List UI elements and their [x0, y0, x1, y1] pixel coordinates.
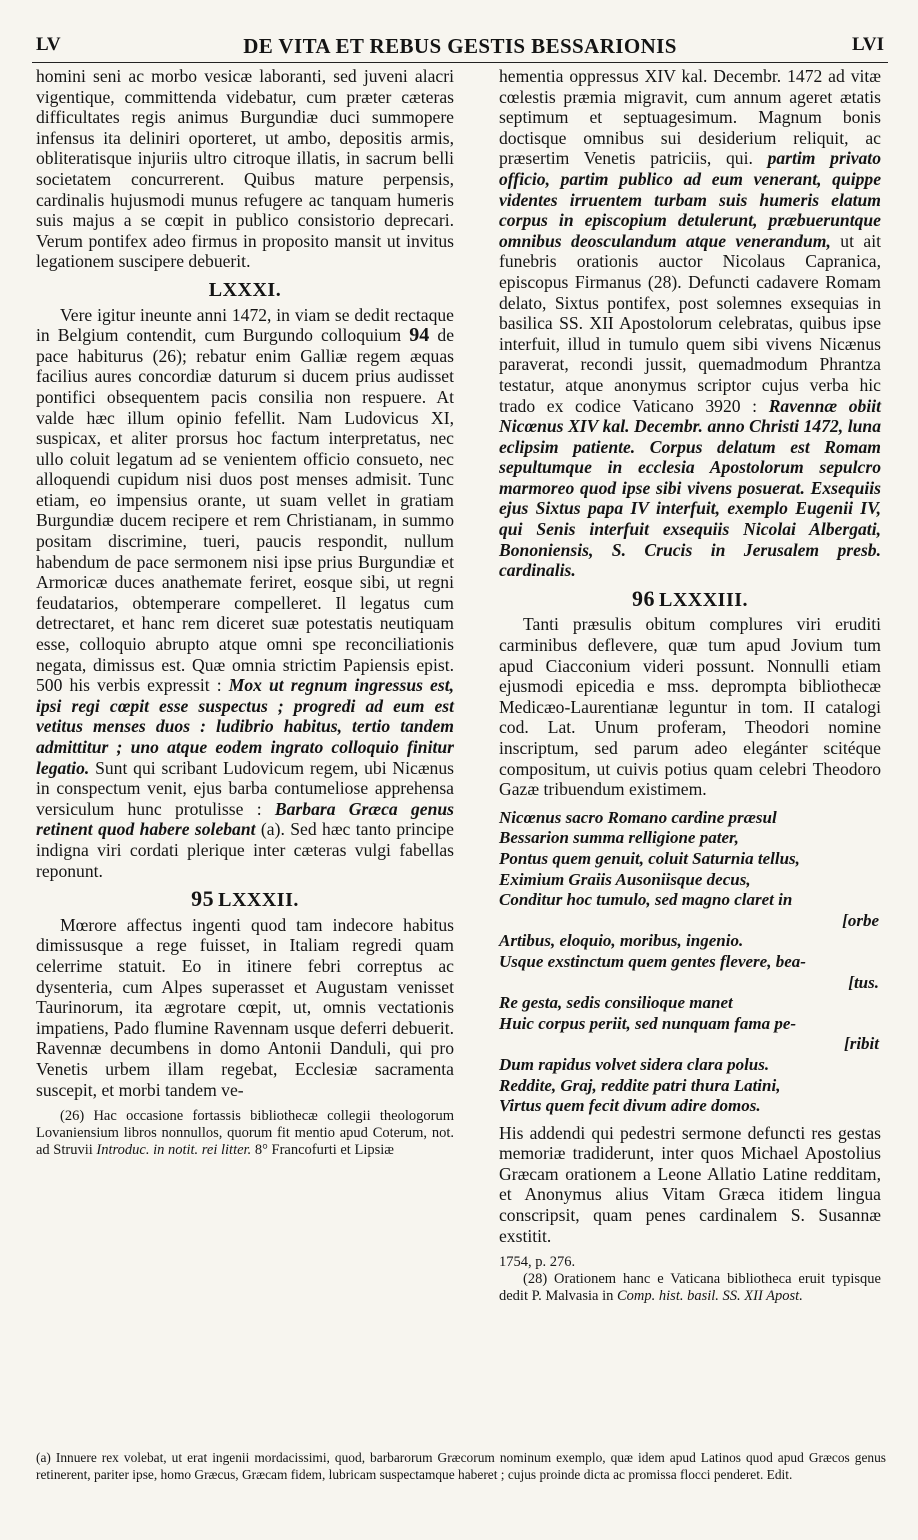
verse-line: Eximium Graiis Ausoniisque decus, — [499, 869, 751, 889]
running-header — [32, 32, 888, 63]
verse-line-continuation: [orbe — [842, 910, 879, 930]
quotation-codex: Ravennæ obiit Nicœnus XIV kal. Decembr. anno Christi 1472, luna eclipsim patiente. Corpus delatum est Romam sepultumque in ecclesia Apostolorum sepulcro marmoreo quod ipse sibi vivens posuerat. Exsequiis ejus Sixtus papa IV interfuit, exemplo Eugenii IV, qui Senis interfuit exsequiis Nicolai Albergati, Bononiensis, S. Crucis in Jerusalem presb. cardinalis. — [499, 395, 881, 581]
left-column — [36, 66, 454, 1159]
verse-line: Nicœnus sacro Romano cardine præsul — [499, 807, 777, 827]
page-number-right: LVI — [851, 34, 884, 55]
page-number-left: LV — [36, 34, 61, 55]
paragraph-82-continued: hementia oppressus XIV kal. Decembr. 1472 ad vitæ cœlestis præmia migravit, cum annum ageret ætatis septimum et septuagesimum. Magnum bonis doctisque omnibus sui desiderium reliquit, ac præsertim Venetis patriciis, qui. partim privato officio, partim publico ad eum venerant, quippe videntes irruentem turbam suis humeris elatum corpus in episcopium detulerunt, præbueruntque omnibus deosculandum atque venerandum, ut ait funebris orationis auctor Nicolaus Capranica, episcopus Firmanus (28). Defuncti cadavere Romam delato, Sixtus pontifex, post solemnes exsequias in basilica SS. XII Apostolorum celebratas, quibus ipse interfuit, illud in tumulo quem sibi vivens Nicænus paraverat, recondi jussit, quemadmodum Phrantza testatur, atque anonymus scriptor cujus verba hic trado ex codice Vaticano 3920 : Ravennæ obiit Nicœnus XIV kal. Decembr. anno Christi 1472, luna eclipsim patiente. Corpus delatum est Romam sepultumque in ecclesia Apostolorum sepulcro marmoreo quod ipse sibi vivens posuerat. Exsequiis ejus Sixtus papa IV interfuit, exemplo Eugenii IV, qui Senis interfuit exsequiis Nicolai Albergati, Bononiensis, S. Crucis in Jerusalem presb. cardinalis. — [499, 66, 881, 581]
footnote-a: (a) Innuere rex volebat, ut erat ingenii mordacissimi, quod, barbarorum Græcorum nominum exemplo, quæ idem apud Latinos quod apud Græcos genus retinerent, pariter ipse, homo Græcus, Græcam fidem, lubricam suspectamque haberet ; cujus proinde dicta ac promissa flocci penderet. Edit. — [36, 1450, 886, 1482]
footnote-28: (28) Orationem hanc e Vaticana bibliotheca eruit typisque dedit P. Malvasia in Comp. hist. basil. SS. XII Apost. — [499, 1271, 881, 1305]
verse-line: Re gesta, sedis consilioque manet — [499, 993, 733, 1013]
quotation: partim privato officio, partim publico ad eum venerant, quippe videntes irruentem turbam suis humeris elatum corpus in episcopium detulerunt, præbueruntque omnibus deosculandum atque venerandum, — [499, 148, 881, 251]
epitaph-verse — [499, 808, 881, 1117]
margin-number-94: 94 — [409, 324, 430, 347]
verse-line: Reddite, Graj, reddite patri thura Latini, — [499, 1075, 781, 1095]
verse-line: Huic corpus periit, sed nunquam fama pe- — [499, 1013, 797, 1033]
verse-line: Conditur hoc tumulo, sed magno claret in — [499, 890, 793, 910]
verse-line: Virtus quem fecit divum adire domos. — [499, 1096, 761, 1116]
footnotes-right — [499, 1254, 881, 1305]
right-column — [499, 66, 881, 1305]
section-heading-82: 95 LXXXII. — [191, 886, 299, 912]
margin-number-95: 95 — [191, 886, 215, 912]
section-heading-83: 96 LXXXIII. — [631, 585, 749, 611]
quotation: Mox ut regnum ingressus est, ipsi regi cœpit esse suspectus ; progredi ad eum est vetitus menses duos : ludibrio habitus, tertio tandem admittitur ; uno atque eodem ingrato colloquio finitur legatio. — [36, 675, 454, 778]
paragraph-83-continued: His addendi qui pedestri sermone defuncti res gestas memoriæ tradiderunt, inter quos Michael Apostolius Græcam orationem a Leone Allatio Latine redditam, et Anonymus alius Vitam Græca itidem lingua conscripsit, quam penes cardinalem S. Susannæ exstitit. — [499, 1122, 881, 1246]
verse-line: Usque exstinctum quem gentes flevere, bea- — [499, 951, 806, 971]
verse-line: Bessarion summa relligione pater, — [499, 828, 739, 848]
margin-number-96: 96 — [631, 585, 655, 611]
section-heading-81: LXXXI. — [208, 278, 282, 301]
verse-line-continuation: [ribit — [844, 1034, 879, 1054]
paragraph-83: Tanti præsulis obitum complures viri eruditi carminibus deflevere, quæ tum apud Jovium tum apud Ciacconium videri possunt. Nonnulli etiam ejusmodi epicedia e mss. deprompta bibliothecæ Medicæo-Laurentianæ leguntur in tom. II catalogi cod. Lat. Unum proferam, Theodori nomine inscriptum, sed parum adeo elegánter scitéque compositum, ut cuivis potius quam celebri Theodoro Gazæ tribuendum existimem. — [499, 614, 881, 800]
footnote-26-continued: 1754, p. 276. — [499, 1254, 576, 1271]
footnote-26: (26) Hac occasione fortassis bibliothecæ collegii theologorum Lovaniensium libros nonnullos, quorum fit mentio apud Coterum, not. ad Struvii Introduc. in notit. rei litter. 8° Francofurti et Lipsiæ — [36, 1108, 454, 1159]
paragraph: homini seni ac morbo vesicæ laboranti, sed juveni alacri vigentique, committenda videbatur, cum præter cæteras difficultates regis animus Burgundiæ duci summopere infensus ita deliniri oporteret, ut ambo, depositis armis, obliteratisque injuriis ultro citroque illatis, in sacrum belli societatem concurrerent. Quibus mature perpensis, cardinalis hujusmodi munus refugere ac tanquam humeris suis majus a se cœpit in publico consistorio deprecari. Verum pontifex adeo firmus in proposito mansit ut invitus legationem suscipere debuerit. — [36, 66, 454, 272]
verse-line-continuation: [tus. — [848, 972, 879, 992]
paragraph-82: Mœrore affectus ingenti quod tam indecore habitus dimissusque a rege fuisset, in Italiam regredi quam celerrime statuit. Eo in itinere febri correptus ac dysenteria, cum Alpes superasset et Augustam venisset Taurinorum, ita ægrotare cœpit, ut, omnis vectationis impatiens, Pado flumine Ravennam usque deferri debuerit. Ravennæ decumbens in domo Antonii Danduli, qui pro Venetis urbem illam regebat, Ecclesiæ sacramenta suscepit, et morbi tandem ve- — [36, 914, 454, 1100]
paragraph-81: Vere igitur ineunte anni 1472, in viam se dedit rectaque in Belgium contendit, cum Burgundo colloquium 94 de pace habiturus (26); rebatur enim Galliæ regem æquas facilius aures concordiæ daturum si ducem prius audisset pontifici obsequentem pacis consilia non respuere. At valde hæc illum opinio fefellit. Nam Ludovicus XI, suspicax, et aliter prorsus hoc factum interpretatus, nec ullo coluit legatum ad se venientem officio consueto, nec alloquendi cupidum nisi duos post menses admisit. Tunc etiam, eo impensius orante, ut suam vellet in gratiam Burgundiæ ducem recipere et rem Christianam, in summo positam discrimine, tueri, paucis respondit, nullum habendum de pace sermonem nisi ipse prius Burgundiæ et Armoricæ duces anathemate feriret, eosque sibi, ut regni feudatarios, obtemperare compelleret. Il legatus cum detrectaret, et hanc rem diceret suæ potestatis neutiquam esse, colloquio abrupto atque omni spe reconciliationis negata, dimissus est. Quæ omnia strictim Papiensis epist. 500 his verbis expressit : Mox ut regnum ingressus est, ipsi regi cœpit esse suspectus ; progredi ad eum est vetitus menses duos : ludibrio habitus, tertio tandem admittitur ; uno atque eodem ingrato colloquio finitur legatio. Sunt qui scribant Ludovicum regem, ubi Nicænus in conspectum venit, ejus barba contumeliose apprehensa versiculum hunc protulisse : Barbara Græca genus retinent quod habere solebant (a). Sed hæc tanto principe indigna viri cordati plerique inter cæteras vulgi fabellas reponunt. — [36, 304, 454, 881]
running-title: DE VITA ET REBUS GESTIS BESSARIONIS — [243, 34, 677, 58]
quotation-verse: Barbara Græca genus retinent quod habere solebant — [36, 798, 454, 840]
verse-line: Dum rapidus volvet sidera clara polus. — [499, 1054, 770, 1074]
verse-line: Pontus quem genuit, coluit Saturnia tellus, — [499, 848, 800, 868]
verse-line: Artibus, eloquio, moribus, ingenio. — [499, 931, 744, 951]
